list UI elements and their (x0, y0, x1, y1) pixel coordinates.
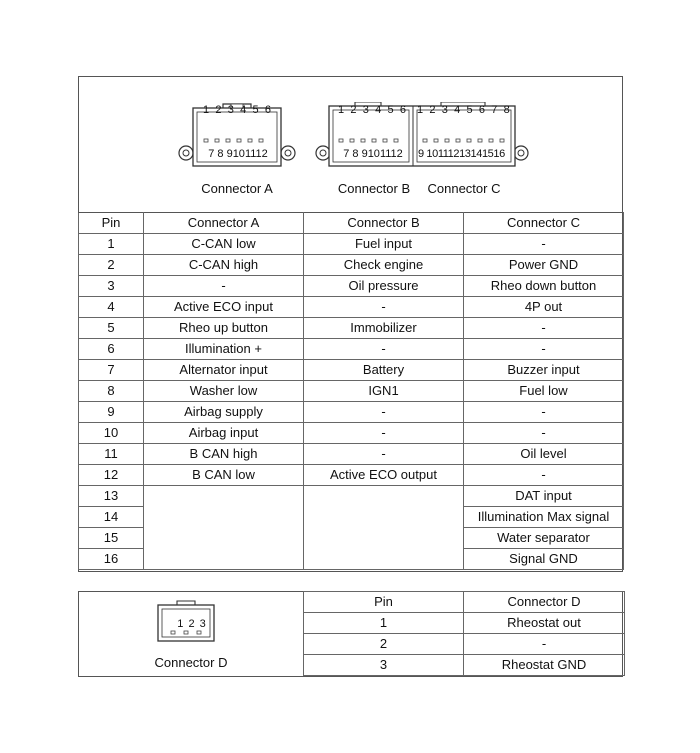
cell-connector-b: Oil pressure (304, 276, 464, 297)
table-row (79, 444, 624, 465)
pinout-frame (78, 76, 623, 572)
table-row (79, 486, 624, 507)
cell-connector-a: Rheo up button (144, 318, 304, 339)
table-row (79, 318, 624, 339)
cell-pin: 11 (79, 444, 144, 465)
cell-pin: 16 (79, 549, 144, 570)
cell-connector-c: Fuel low (464, 381, 624, 402)
d-cell-pin: 3 (304, 655, 464, 676)
cell-connector-a: Airbag input (144, 423, 304, 444)
pinout-table (78, 212, 624, 570)
cell-pin: 6 (79, 339, 144, 360)
d-table-header-row (304, 592, 625, 613)
header-pin: Pin (79, 213, 144, 234)
connector-b-bottom-pins: 7 8 9101112 (343, 148, 403, 160)
table-row (79, 381, 624, 402)
cell-connector-c: - (464, 339, 624, 360)
cell-connector-c: - (464, 402, 624, 423)
cell-connector-a: Airbag supply (144, 402, 304, 423)
cell-connector-c: Power GND (464, 255, 624, 276)
cell-connector-a: B CAN low (144, 465, 304, 486)
cell-connector-a: Alternator input (144, 360, 304, 381)
connector-d-frame (78, 591, 623, 677)
cell-connector-b: IGN1 (304, 381, 464, 402)
cell-pin: 3 (79, 276, 144, 297)
cell-connector-c: DAT input (464, 486, 624, 507)
cell-pin: 15 (79, 528, 144, 549)
d-header-connector-d: Connector D (464, 592, 625, 613)
d-cell-connector-d: - (464, 634, 625, 655)
table-row (79, 297, 624, 318)
cell-pin: 12 (79, 465, 144, 486)
header-connector-a: Connector A (144, 213, 304, 234)
table-row (79, 402, 624, 423)
cell-pin: 7 (79, 360, 144, 381)
cell-connector-b: - (304, 444, 464, 465)
connector-a-label: Connector A (201, 181, 273, 196)
cell-connector-c: Signal GND (464, 549, 624, 570)
cell-connector-c: Rheo down button (464, 276, 624, 297)
table-row (79, 465, 624, 486)
connector-d-label: Connector D (154, 655, 228, 670)
table-row (79, 276, 624, 297)
d-header-pin: Pin (304, 592, 464, 613)
connector-c-top-pins: 1 2 3 4 5 6 7 8 (417, 104, 512, 116)
cell-connector-c: Oil level (464, 444, 624, 465)
cell-connector-b: - (304, 339, 464, 360)
cell-connector-a: Active ECO input (144, 297, 304, 318)
connector-a-bottom-pins: 7 8 9101112 (208, 148, 268, 160)
cell-connector-a-empty (144, 486, 304, 570)
table-row (79, 360, 624, 381)
cell-pin: 2 (79, 255, 144, 276)
table-header-row (79, 213, 624, 234)
cell-connector-c: Illumination Max signal (464, 507, 624, 528)
cell-pin: 13 (79, 486, 144, 507)
cell-connector-c: Water separator (464, 528, 624, 549)
cell-connector-a: C-CAN high (144, 255, 304, 276)
cell-connector-c: - (464, 465, 624, 486)
cell-connector-b: Active ECO output (304, 465, 464, 486)
cell-connector-c: - (464, 318, 624, 339)
cell-connector-b: - (304, 402, 464, 423)
d-table-row (304, 655, 625, 676)
d-cell-connector-d: Rheostat out (464, 613, 625, 634)
cell-connector-b: - (304, 423, 464, 444)
connector-diagram-area (79, 77, 622, 212)
d-cell-pin: 1 (304, 613, 464, 634)
cell-connector-b: - (304, 297, 464, 318)
cell-pin: 9 (79, 402, 144, 423)
connector-a-top-pins: 1 2 3 4 5 6 (203, 104, 273, 116)
cell-connector-c: Buzzer input (464, 360, 624, 381)
connector-d-pins: 1 2 3 (177, 618, 207, 630)
cell-connector-c: - (464, 423, 624, 444)
cell-pin: 14 (79, 507, 144, 528)
cell-connector-b: Battery (304, 360, 464, 381)
cell-connector-b-empty (304, 486, 464, 570)
cell-connector-c: 4P out (464, 297, 624, 318)
table-row (79, 234, 624, 255)
cell-pin: 4 (79, 297, 144, 318)
connector-b-top-pins: 1 2 3 4 5 6 (338, 104, 408, 116)
cell-connector-c: - (464, 234, 624, 255)
connector-b-label: Connector B (337, 181, 411, 196)
cell-connector-a: B CAN high (144, 444, 304, 465)
connector-c-bottom-pins: 9 10111213141516 (418, 148, 505, 160)
header-connector-b: Connector B (304, 213, 464, 234)
d-cell-connector-d: Rheostat GND (464, 655, 625, 676)
table-row (79, 339, 624, 360)
table-row (79, 255, 624, 276)
cell-pin: 1 (79, 234, 144, 255)
connector-d-table (303, 591, 625, 676)
connector-c-label: Connector C (427, 181, 501, 196)
cell-pin: 5 (79, 318, 144, 339)
d-table-row (304, 613, 625, 634)
cell-connector-b: Immobilizer (304, 318, 464, 339)
d-table-row (304, 634, 625, 655)
cell-pin: 10 (79, 423, 144, 444)
cell-connector-a: Illumination + (144, 339, 304, 360)
d-cell-pin: 2 (304, 634, 464, 655)
cell-connector-a: - (144, 276, 304, 297)
cell-connector-a: Washer low (144, 381, 304, 402)
cell-connector-b: Fuel input (304, 234, 464, 255)
header-connector-c: Connector C (464, 213, 624, 234)
cell-pin: 8 (79, 381, 144, 402)
cell-connector-b: Check engine (304, 255, 464, 276)
cell-connector-a: C-CAN low (144, 234, 304, 255)
table-row (79, 423, 624, 444)
